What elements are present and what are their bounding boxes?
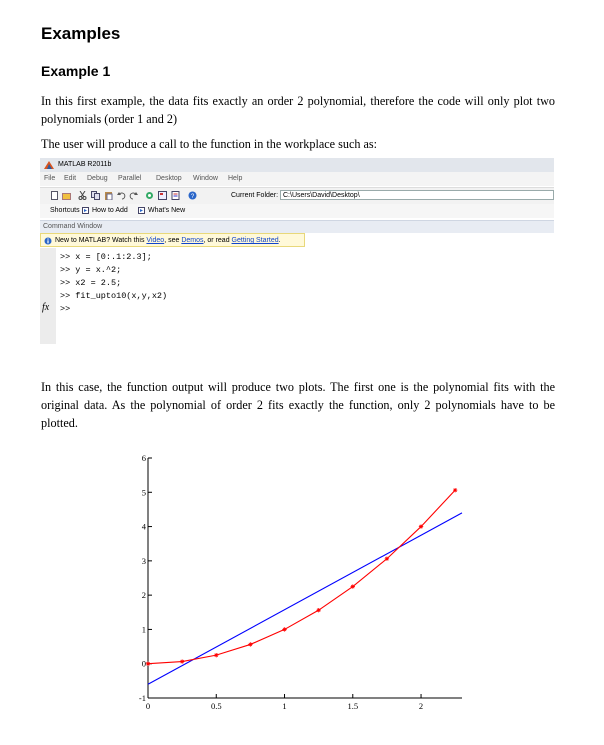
intro-paragraph: In this first example, the data fits exactly an order 2 polynomial, therefore the code will only plot two polynomials (order 1 and 2)	[41, 94, 555, 126]
info-icon	[44, 237, 52, 245]
notice-end: .	[278, 237, 281, 244]
svg-text:?: ?	[190, 194, 195, 200]
command-window-header	[40, 220, 554, 233]
data-point-marker	[180, 659, 184, 663]
data-point-marker	[146, 662, 150, 666]
notice-text	[55, 237, 281, 244]
command-line: >> x = [0:.1:2.3];	[60, 252, 152, 262]
menu-help[interactable]: Help	[228, 175, 243, 182]
command-window[interactable]	[40, 248, 305, 346]
guide-icon[interactable]	[158, 191, 167, 200]
new-file-icon[interactable]	[50, 191, 59, 200]
open-folder-icon[interactable]	[62, 191, 71, 200]
toolbar	[40, 187, 554, 205]
x-tick-label: 1.5	[347, 701, 359, 711]
section-title: Example 1	[41, 63, 111, 79]
y-tick-label: 4	[141, 521, 146, 532]
polynomial-fit-plot	[132, 452, 472, 710]
data-point-marker	[214, 653, 218, 657]
y-tick-label: 5	[141, 487, 146, 498]
notice-mid: , see	[164, 237, 182, 244]
undo-icon[interactable]	[117, 191, 126, 200]
paste-icon[interactable]	[104, 191, 113, 200]
current-folder-label: Current Folder:	[231, 192, 279, 199]
simulink-icon[interactable]	[145, 191, 154, 200]
shortcut-icon	[138, 207, 145, 214]
x-tick-label: 0.5	[210, 701, 222, 711]
data-point-marker	[248, 642, 252, 646]
new-user-notice	[40, 233, 305, 247]
menu-debug[interactable]: Debug	[87, 175, 108, 182]
menu-bar	[40, 172, 554, 186]
redo-icon[interactable]	[129, 191, 138, 200]
help-icon[interactable]	[188, 191, 197, 200]
command-line: >> x2 = 2.5;	[60, 278, 122, 288]
shortcuts-label[interactable]: Shortcuts	[50, 207, 80, 214]
matlab-title: MATLAB R2011b	[58, 161, 112, 168]
chart-svg	[132, 452, 472, 710]
command-line: >> fit_upto10(x,y,x2)	[60, 291, 168, 301]
command-prompt[interactable]: >>	[60, 304, 71, 314]
y-tick-label: 1	[141, 624, 146, 635]
y-tick-label: -1	[138, 693, 146, 703]
notice-mid2: , or read	[203, 237, 232, 244]
x-tick-label: 1	[282, 701, 287, 711]
fx-icon[interactable]: fx	[42, 302, 50, 313]
video-link[interactable]: Video	[146, 237, 165, 244]
matlab-titlebar	[40, 158, 554, 172]
y-tick-label: 2	[141, 590, 146, 601]
shortcut-whats-new[interactable]: What's New	[148, 207, 186, 214]
menu-parallel[interactable]: Parallel	[118, 175, 142, 182]
getting-started-link[interactable]: Getting Started	[231, 237, 279, 244]
menu-window[interactable]: Window	[193, 175, 218, 182]
call-paragraph: The user will produce a call to the function in the workplace such as:	[41, 137, 378, 151]
shortcut-icon	[82, 207, 89, 214]
shortcut-how-to-add[interactable]: How to Add	[92, 207, 128, 214]
copy-icon[interactable]	[91, 191, 100, 200]
menu-edit[interactable]: Edit	[64, 175, 77, 182]
data-point-marker	[282, 627, 286, 631]
output-paragraph: In this case, the function output will produce two plots. The first one is the polynomial fits with the original data. As the polynomial of order 2 fits exactly the function, only 2 polynomials have to be plotted.	[41, 380, 555, 430]
y-tick-label: 6	[141, 453, 146, 463]
matlab-logo-icon	[44, 160, 54, 170]
cut-icon[interactable]	[78, 191, 87, 200]
menu-file[interactable]: File	[44, 175, 56, 182]
x-tick-label: 2	[418, 701, 424, 711]
matlab-screenshot	[40, 158, 554, 346]
command-window-title: Command Window	[43, 223, 103, 230]
series-line-2	[148, 490, 455, 664]
command-gutter	[40, 248, 56, 344]
current-folder-input[interactable]: C:\Users\David\Desktop\	[280, 190, 554, 200]
demos-link[interactable]: Demos	[181, 237, 204, 244]
page-title: Examples	[41, 24, 121, 43]
y-tick-label: 0	[141, 658, 146, 669]
shortcuts-bar	[40, 204, 554, 218]
notice-prefix: New to MATLAB? Watch this	[55, 237, 147, 244]
profiler-icon[interactable]	[171, 191, 180, 200]
y-tick-label: 3	[141, 555, 146, 566]
menu-desktop[interactable]: Desktop	[156, 175, 182, 182]
command-line: >> y = x.^2;	[60, 265, 122, 275]
data-point-marker	[385, 557, 389, 561]
x-tick-label: 0	[145, 701, 151, 711]
